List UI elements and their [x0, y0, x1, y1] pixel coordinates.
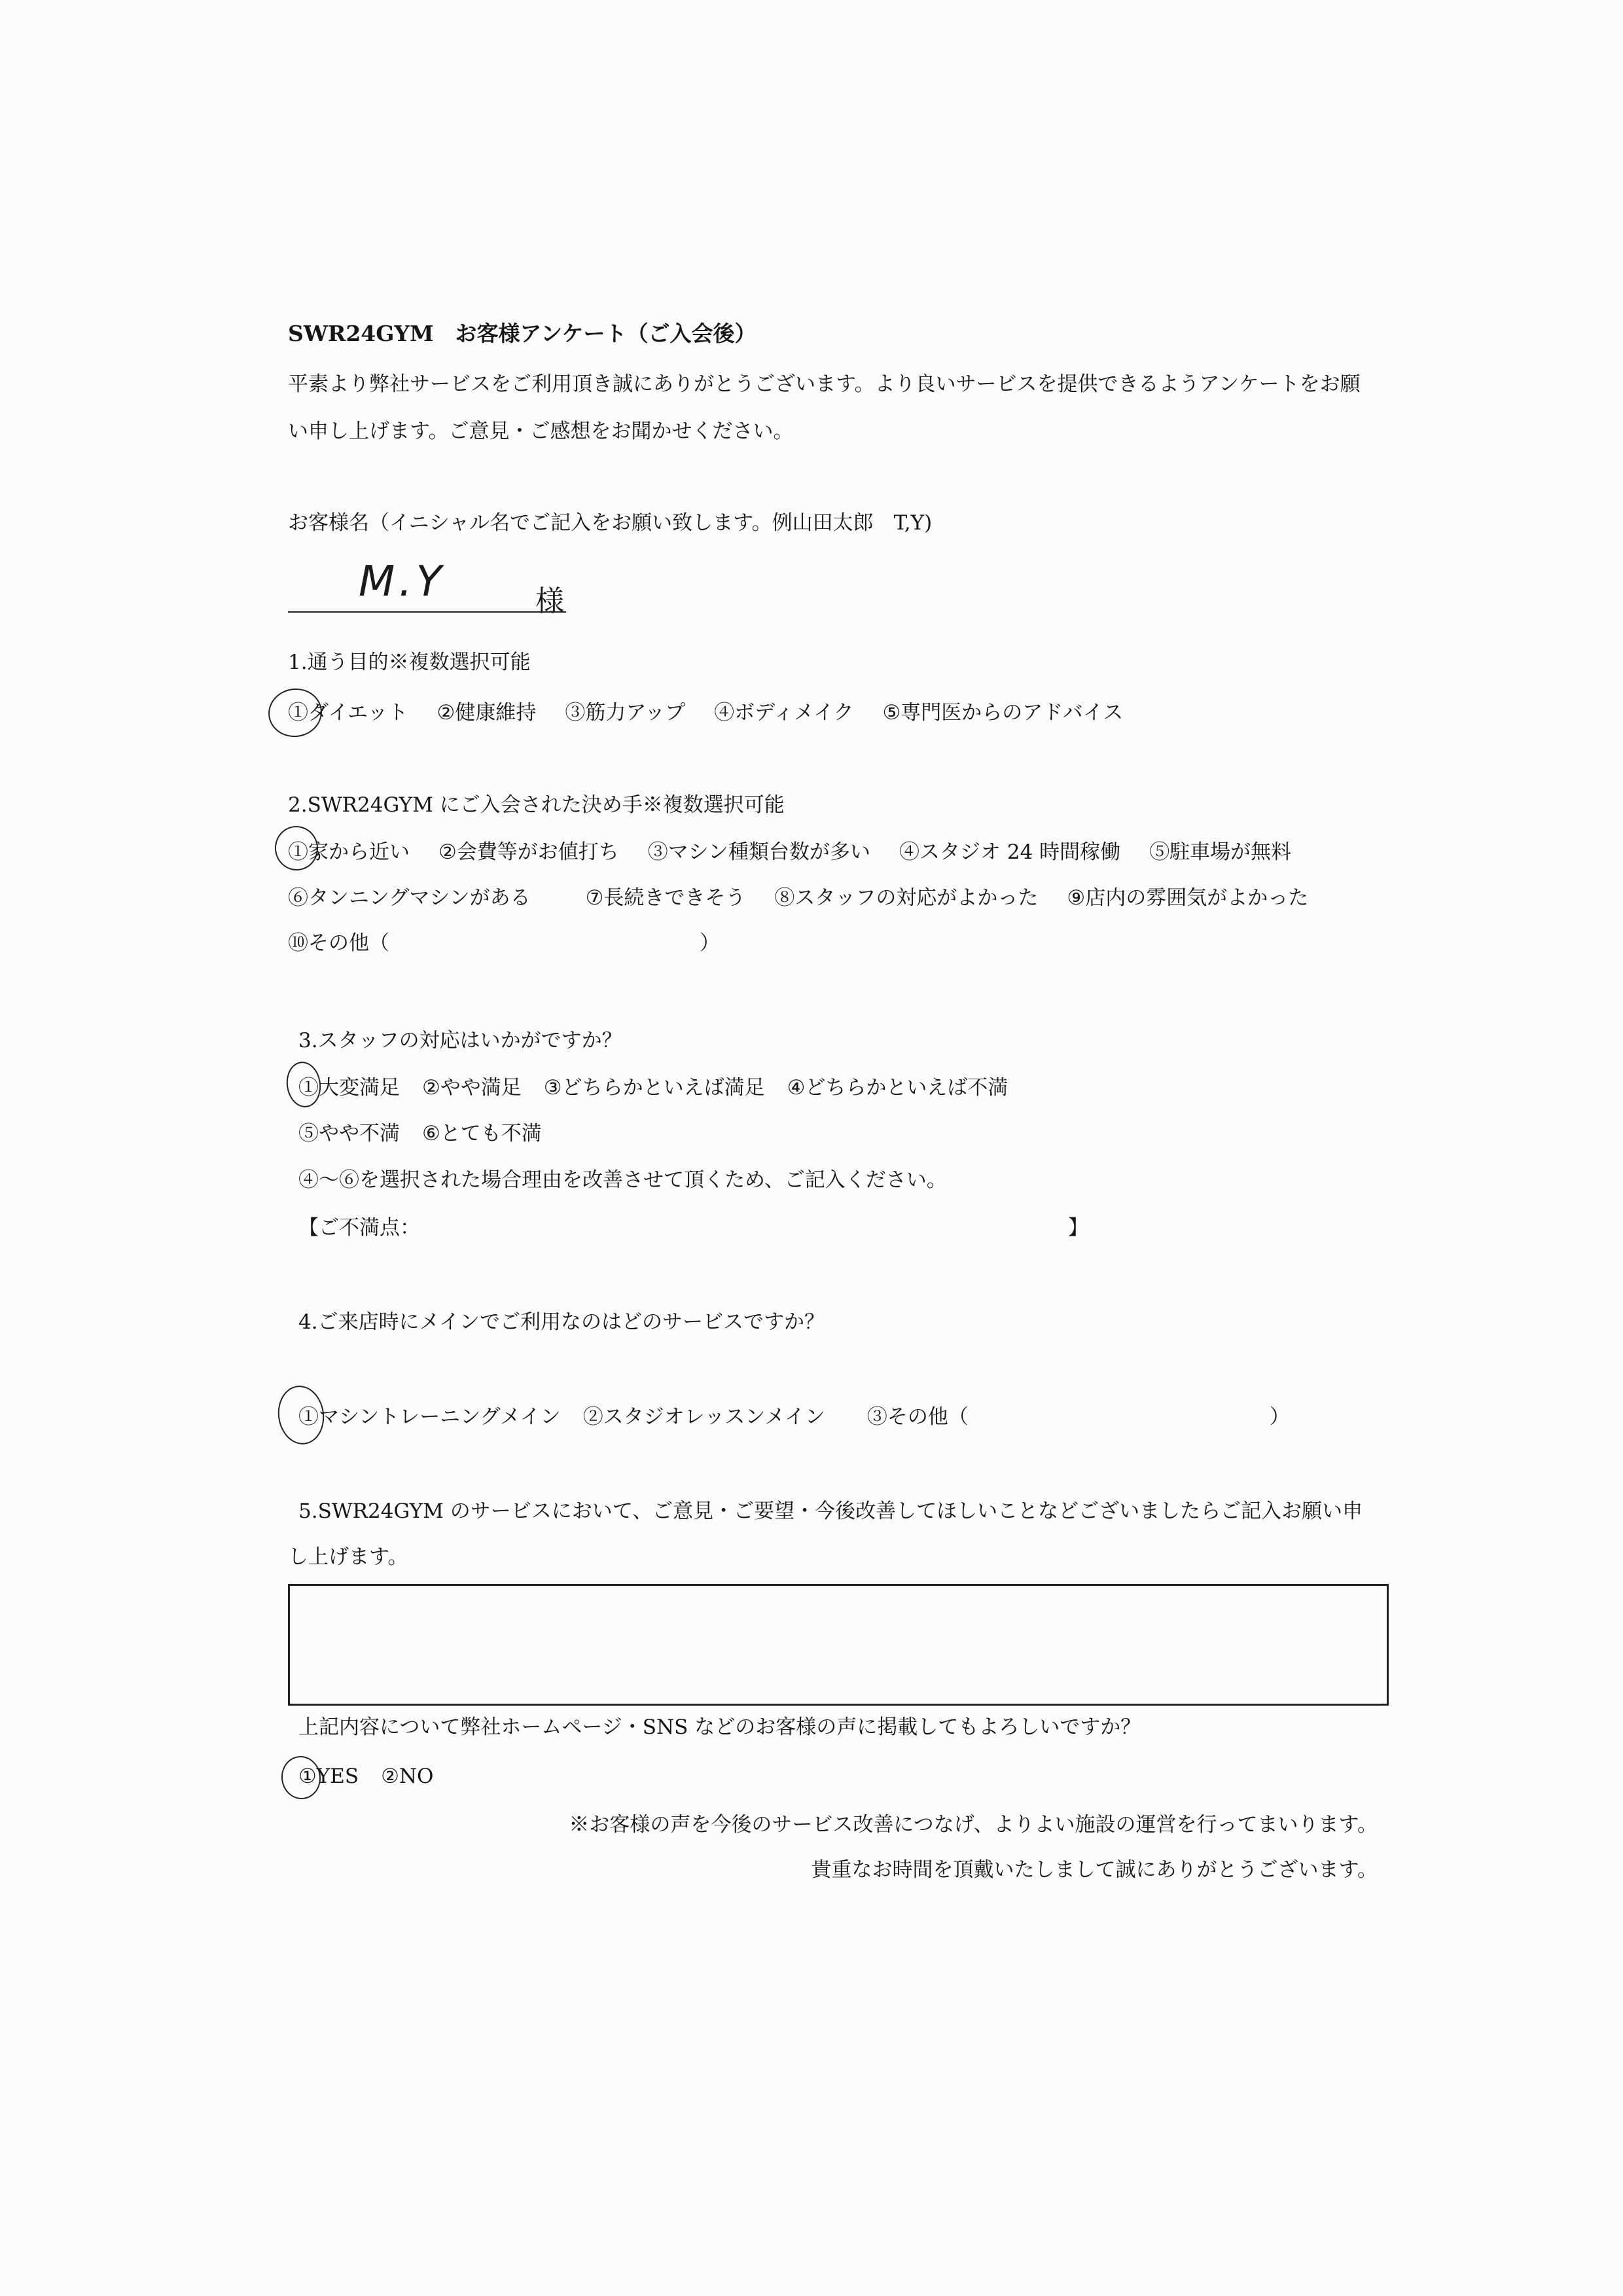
q3-option-3[interactable]: ③どちらかといえば満足	[543, 1076, 765, 1100]
q2-option-8[interactable]: ⑧スタッフの対応がよかった	[774, 886, 1039, 910]
q3-complaint-close: 】	[1068, 1216, 1088, 1240]
q2-option-10-close: ）	[700, 931, 720, 955]
customer-name-handwritten[interactable]: M.Y	[359, 558, 446, 606]
q1-option-5[interactable]: ⑤専門医からのアドバイス	[882, 701, 1124, 725]
q1-option-4[interactable]: ④ボディメイク	[714, 701, 854, 725]
q3-option-6[interactable]: ⑥とても不満	[422, 1122, 542, 1145]
q2-other	[288, 932, 720, 954]
consent-yes-option[interactable]: ①YES	[298, 1765, 359, 1788]
customer-name-underline	[288, 611, 566, 613]
q4-option-3-label[interactable]: ③その他（	[866, 1405, 969, 1429]
q2-option-1[interactable]: ①家から近い	[288, 840, 410, 864]
q2-option-9[interactable]: ⑨店内の雰囲気がよかった	[1067, 886, 1309, 910]
survey-title: SWR24GYM お客様アンケート（ご入会後）	[288, 321, 757, 346]
q2-option-6[interactable]: ⑥タンニングマシンがある	[288, 886, 531, 910]
intro-line-2: い申し上げます。ご意見・ご感想をお聞かせください。	[288, 420, 794, 443]
q5-question-line-2: し上げます。	[288, 1545, 408, 1569]
q2-option-10-label[interactable]: ⑩その他（	[288, 931, 389, 955]
q1-option-3[interactable]: ③筋力アップ	[565, 701, 686, 725]
q3-question: 3.スタッフの対応はいかがですか？	[298, 1029, 622, 1052]
q5-comment-box[interactable]	[288, 1584, 1389, 1706]
customer-name-suffix: 様	[535, 584, 564, 618]
q3-options-row-2	[298, 1122, 542, 1145]
q2-options-row-2	[288, 887, 1308, 909]
q3-option-1[interactable]: ①大変満足	[298, 1076, 400, 1100]
consent-options	[298, 1765, 433, 1787]
customer-name-label: お客様名（イニシャル名でご記入をお願い致します。例山田太郎 T,Y)	[288, 511, 933, 535]
q3-complaint-label: 【ご不満点：	[298, 1216, 420, 1240]
q3-complaint	[298, 1217, 1088, 1239]
q4-options	[298, 1406, 1290, 1428]
q2-option-5[interactable]: ⑤駐車場が無料	[1149, 840, 1292, 864]
consent-no-option[interactable]: ②NO	[381, 1765, 434, 1788]
q3-option-4[interactable]: ④どちらかといえば不満	[787, 1076, 1008, 1100]
q2-option-7[interactable]: ⑦長続きできそう	[585, 886, 746, 910]
q4-question: 4.ご来店時にメインでご利用なのはどのサービスですか？	[298, 1310, 825, 1334]
q2-option-2[interactable]: ②会費等がお値打ち	[438, 840, 619, 864]
q3-option-5[interactable]: ⑤やや不満	[298, 1122, 400, 1145]
q2-option-4[interactable]: ④スタジオ 24 時間稼働	[899, 840, 1121, 864]
q2-options-row-1	[288, 841, 1291, 863]
q2-question: 2.SWR24GYM にご入会された決め手※複数選択可能	[288, 793, 785, 817]
q4-option-2[interactable]: ②スタジオレッスンメイン	[582, 1405, 825, 1429]
q5-question-line-1: 5.SWR24GYM のサービスにおいて、ご意見・ご要望・今後改善してほしいことなどございましたらご記入お願い申	[298, 1499, 1363, 1523]
q1-option-1[interactable]: ①ダイエット	[288, 701, 408, 725]
q3-option-2[interactable]: ②やや満足	[422, 1076, 522, 1100]
q1-option-2[interactable]: ②健康維持	[437, 701, 537, 725]
consent-question: 上記内容について弊社ホームページ・SNS などのお客様の声に掲載してもよろしいですか？	[298, 1715, 1141, 1739]
intro-line-1: 平素より弊社サービスをご利用頂き誠にありがとうございます。より良いサービスを提供できるようアンケートをお願	[288, 372, 1361, 396]
q2-option-3[interactable]: ③マシン種類台数が多い	[647, 840, 871, 864]
q3-options-row-1	[298, 1077, 1008, 1099]
q4-option-1[interactable]: ①マシントレーニングメイン	[298, 1405, 561, 1429]
q1-question: 1.通う目的※複数選択可能	[288, 651, 531, 674]
q1-options	[288, 702, 1123, 724]
q3-note: ④～⑥を選択された場合理由を改善させて頂くため、ご記入ください。	[298, 1168, 947, 1192]
footer-note-2: 貴重なお時間を頂戴いたしまして誠にありがとうございます。	[811, 1858, 1378, 1882]
q4-option-3-close: ）	[1269, 1405, 1290, 1429]
footer-note-1: ※お客様の声を今後のサービス改善につなげ、よりよい施設の運営を行ってまいります。	[569, 1813, 1378, 1837]
